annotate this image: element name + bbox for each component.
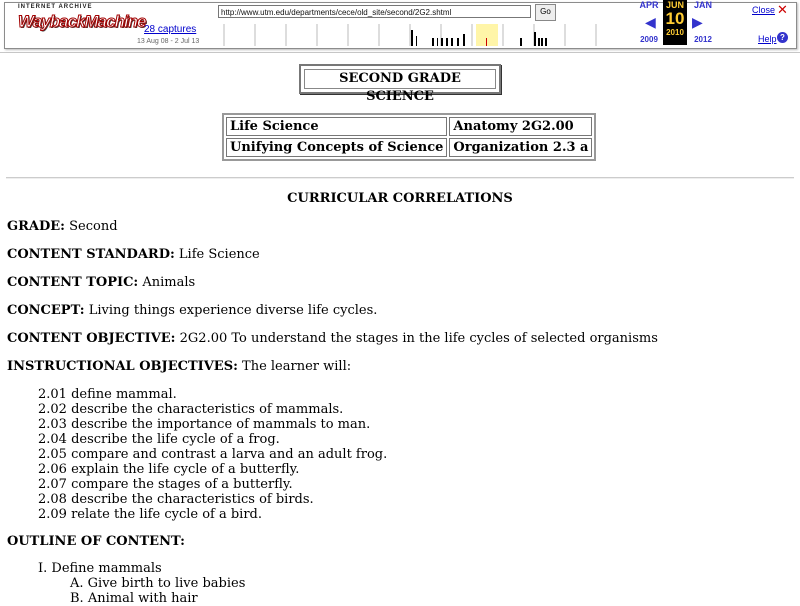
- outline-subitem: B. Animal with hair: [70, 591, 198, 606]
- prev-year[interactable]: 2009: [640, 35, 658, 44]
- topic-label: CONTENT TOPIC:: [7, 275, 139, 290]
- outline-heading: [7, 534, 185, 549]
- table-cell: Anatomy 2G2.00: [449, 117, 592, 136]
- standard-label: CONTENT STANDARD:: [7, 247, 175, 262]
- capture-timeline[interactable]: [218, 24, 630, 46]
- divider: [6, 177, 794, 179]
- outline-item: I. Define mammals: [38, 561, 162, 576]
- grade-value: Second: [69, 219, 118, 234]
- current-month: JUN: [665, 0, 684, 10]
- next-year[interactable]: 2012: [694, 35, 712, 44]
- info-table: [222, 113, 596, 161]
- help-icon[interactable]: ?: [777, 32, 788, 43]
- standard-line: [7, 247, 260, 262]
- date-range: 13 Aug 08 - 2 Jul 13: [137, 38, 200, 45]
- standard-value: Life Science: [178, 247, 260, 262]
- current-day: 10: [665, 9, 685, 28]
- instructional-label: INSTRUCTIONAL OBJECTIVES:: [7, 359, 238, 374]
- prev-capture-icon[interactable]: ◀: [645, 14, 656, 30]
- page-title-box: [299, 64, 501, 104]
- current-capture: [663, 0, 687, 45]
- list-item: 2.06 explain the life cycle of a butterfly.: [38, 462, 300, 477]
- list-item: 2.08 describe the characteristics of birds.: [38, 492, 314, 507]
- concept-value: Living things experience diverse life cycles.: [88, 303, 378, 318]
- list-item: 2.01 define mammal.: [38, 387, 177, 402]
- objective-line: [7, 331, 658, 346]
- prev-month[interactable]: APR: [639, 0, 659, 10]
- topic-value: Animals: [142, 275, 196, 290]
- instructional-line: [7, 359, 351, 374]
- table-cell: Life Science: [226, 117, 447, 136]
- objective-value: 2G2.00 To understand the stages in the life cycles of selected organisms: [179, 331, 658, 346]
- logo-main-text: WaybackMachine: [18, 10, 102, 34]
- list-item: 2.04 describe the life cycle of a frog.: [38, 432, 280, 447]
- grade-line: [7, 219, 118, 234]
- wayback-toolbar: [0, 0, 800, 53]
- captures-link[interactable]: 28 captures: [144, 24, 197, 35]
- url-input[interactable]: http://www.utm.edu/departments/cece/old_site/second/2G2.shtml: [218, 5, 531, 18]
- outline-subitem: A. Give birth to live babies: [70, 576, 246, 591]
- current-year: 2010: [666, 28, 684, 37]
- concept-line: [7, 303, 377, 318]
- help-link[interactable]: Help: [758, 34, 777, 44]
- section-heading: CURRICULAR CORRELATIONS: [287, 191, 513, 206]
- timeline-ticks: [224, 24, 596, 46]
- table-row: [226, 117, 592, 136]
- list-item: 2.05 compare and contrast a larva and an adult frog.: [38, 447, 388, 462]
- objective-label: CONTENT OBJECTIVE:: [7, 331, 176, 346]
- list-item: 2.07 compare the stages of a butterfly.: [38, 477, 293, 492]
- go-button[interactable]: Go: [535, 4, 556, 21]
- concept-label: CONCEPT:: [7, 303, 85, 318]
- next-capture-icon[interactable]: ▶: [692, 14, 703, 30]
- grade-label: GRADE:: [7, 219, 65, 234]
- table-cell: Unifying Concepts of Science: [226, 138, 447, 157]
- instructional-value: The learner will:: [242, 359, 352, 374]
- list-item: 2.03 describe the importance of mammals to man.: [38, 417, 371, 432]
- list-item: 2.02 describe the characteristics of mammals.: [38, 402, 344, 417]
- page-title: SECOND GRADE SCIENCE: [304, 69, 496, 89]
- outline-label: OUTLINE OF CONTENT:: [7, 534, 185, 549]
- next-month[interactable]: JAN: [693, 0, 712, 10]
- topic-line: [7, 275, 195, 290]
- close-link[interactable]: Close: [752, 5, 776, 15]
- wayback-logo[interactable]: [18, 4, 146, 42]
- table-row: [226, 138, 592, 157]
- close-icon[interactable]: ✕: [777, 2, 788, 17]
- table-cell: Organization 2.3 a: [449, 138, 592, 157]
- list-item: 2.09 relate the life cycle of a bird.: [38, 507, 263, 522]
- logo-top-text: INTERNET ARCHIVE: [18, 4, 93, 10]
